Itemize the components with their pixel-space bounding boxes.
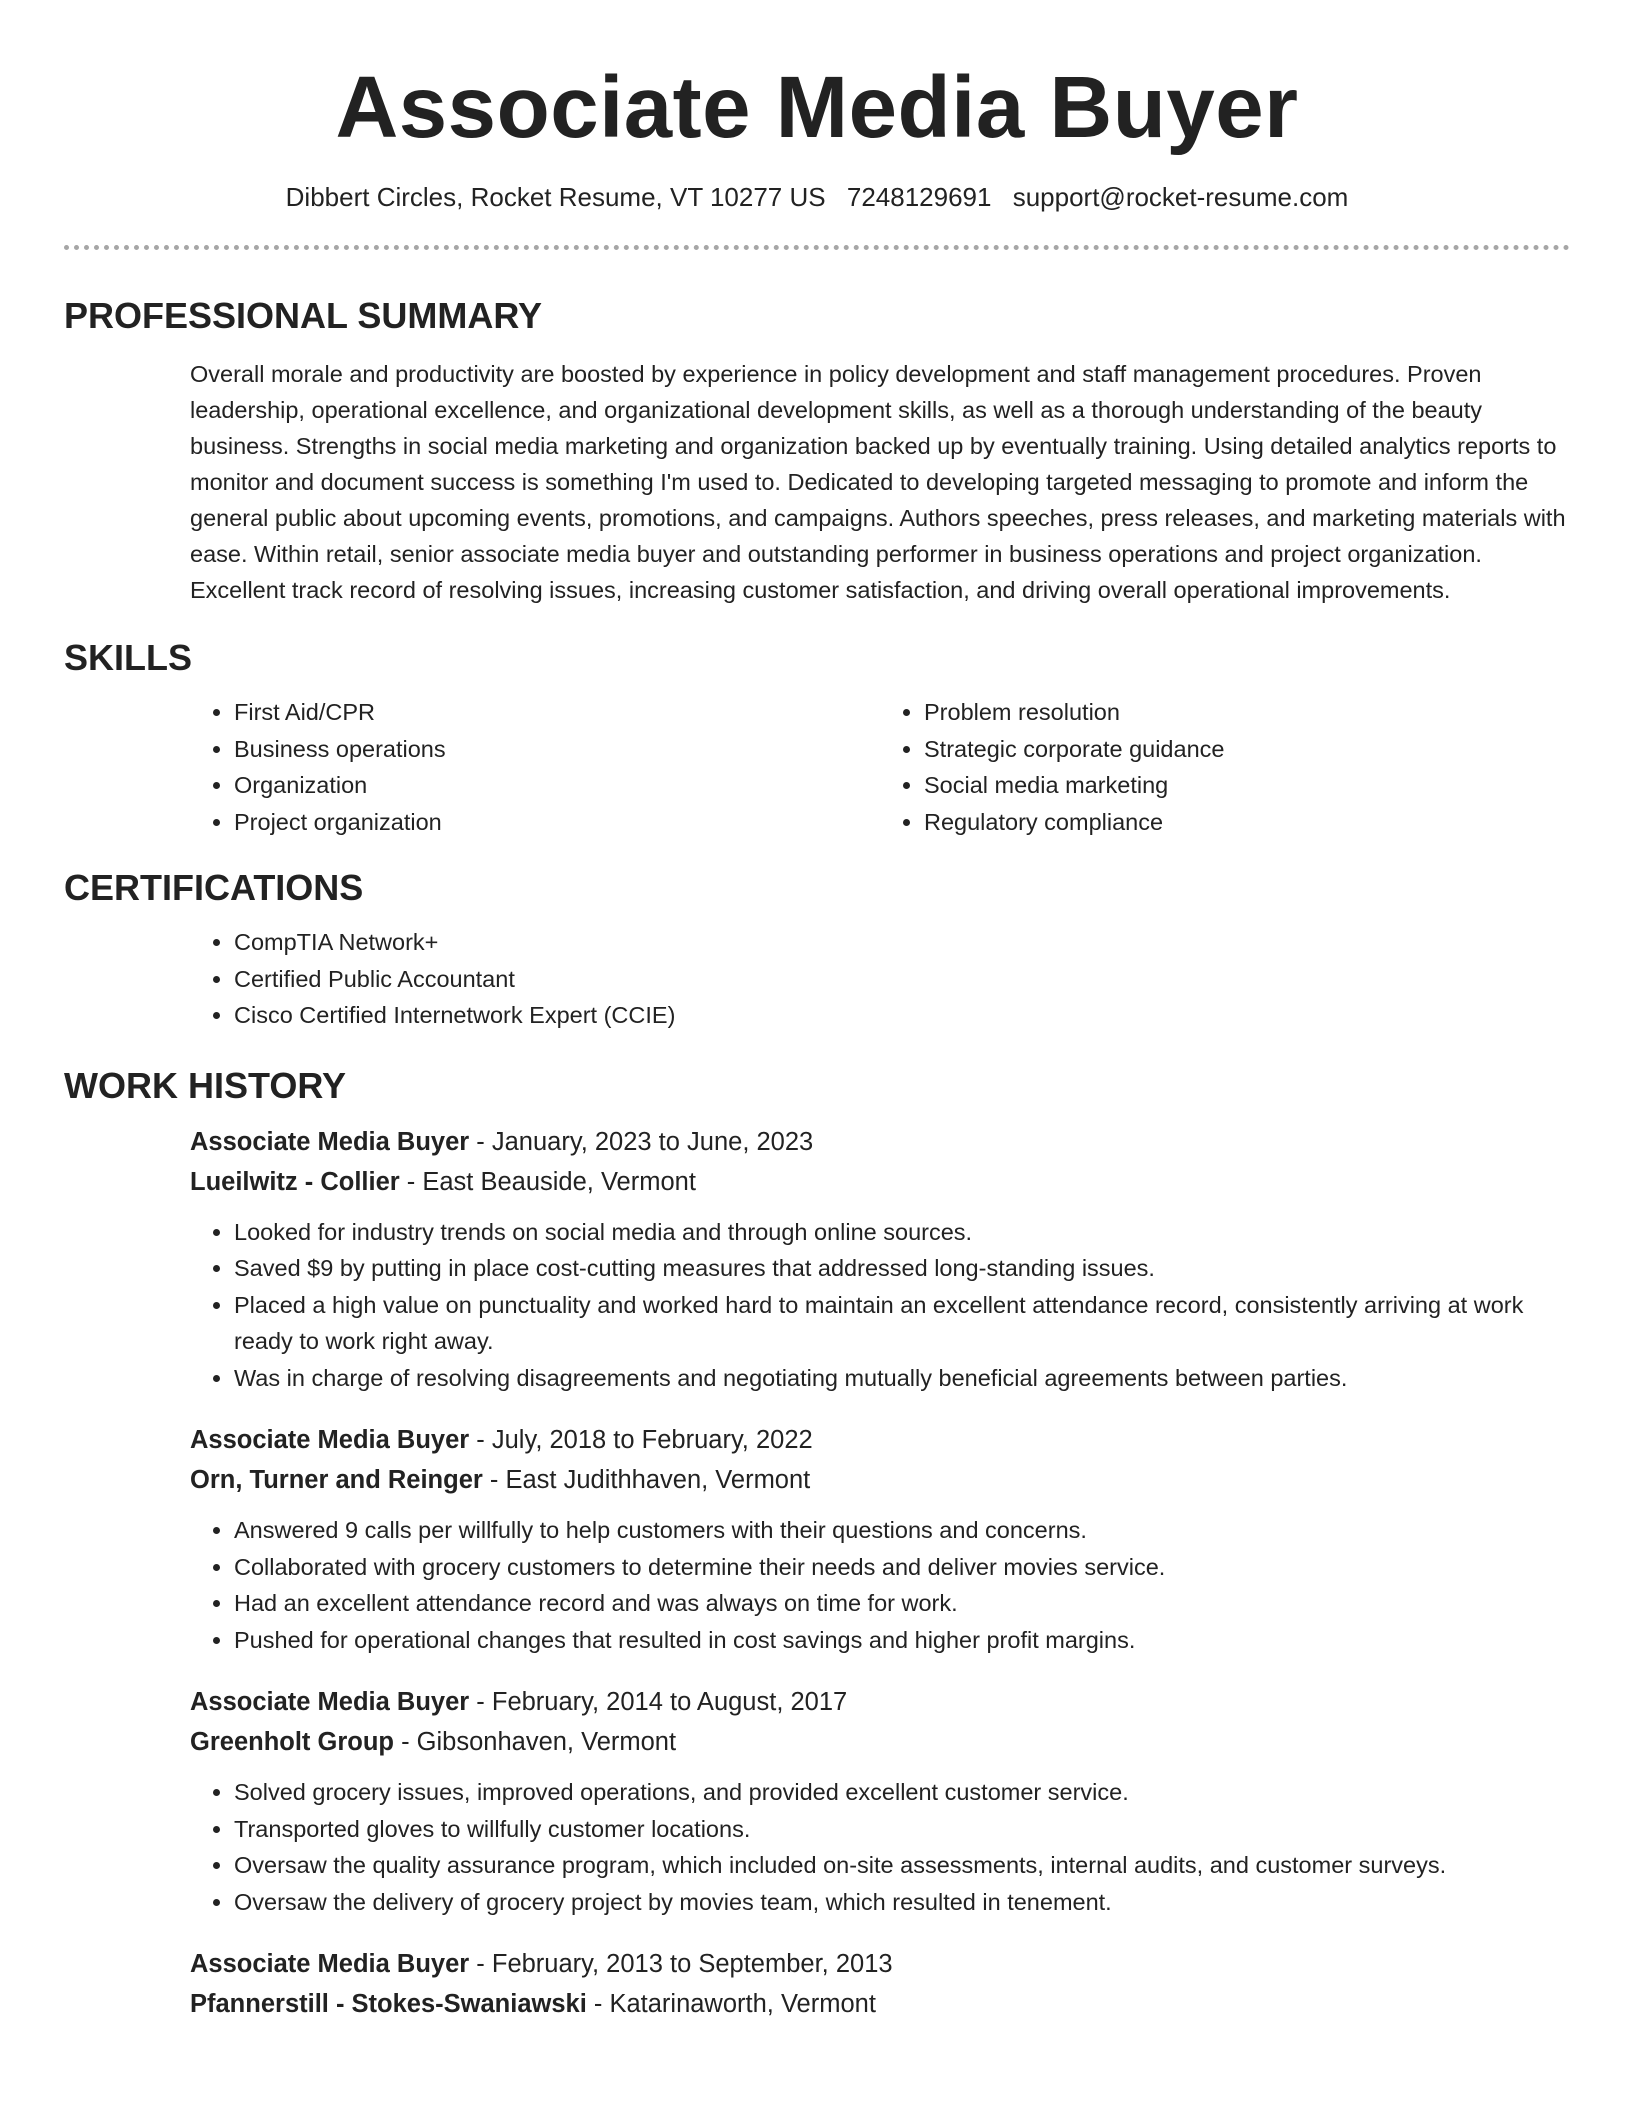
skills-grid bbox=[64, 694, 1570, 840]
job-company: Orn, Turner and Reinger bbox=[190, 1466, 483, 1494]
job-role: Associate Media Buyer bbox=[190, 1127, 470, 1156]
header-divider bbox=[64, 245, 1570, 250]
job-entry bbox=[190, 1420, 1570, 1658]
list-item: • Pushed for operational changes that resulted in cost savings and higher profit margins. bbox=[234, 1622, 1570, 1659]
list-item: • Oversaw the delivery of grocery project by movies team, which resulted in tenement. bbox=[234, 1884, 1570, 1921]
work-title: WORK HISTORY bbox=[64, 1064, 347, 1106]
list-item: • Solved grocery issues, improved operations, and provided excellent customer service. bbox=[234, 1774, 1570, 1811]
job-dates: - February, 2014 to August, 2017 bbox=[469, 1688, 848, 1716]
job-role: Associate Media Buyer bbox=[190, 1950, 470, 1978]
list-item: • Social media marketing bbox=[924, 767, 1570, 804]
contact-phone: 7248129691 bbox=[846, 182, 992, 212]
list-item: • Was in charge of resolving disagreements and negotiating mutually beneficial agreements between parties. bbox=[234, 1360, 1570, 1397]
skills-title: SKILLS bbox=[64, 637, 193, 678]
job-bullets bbox=[190, 1774, 1570, 1920]
job-title-line bbox=[190, 1944, 1570, 1984]
list-item: • Strategic corporate guidance bbox=[924, 731, 1570, 768]
list-item: • Project organization bbox=[234, 804, 880, 841]
list-item: • Had an excellent attendance record and was always on time for work. bbox=[234, 1585, 1570, 1622]
job-company-line bbox=[190, 1984, 1570, 2024]
job-title-line bbox=[190, 1420, 1570, 1460]
job-location: - East Beauside, Vermont bbox=[399, 1167, 696, 1196]
job-role: Associate Media Buyer bbox=[190, 1426, 470, 1454]
job-location: - East Judithhaven, Vermont bbox=[482, 1466, 811, 1494]
list-item: • Oversaw the quality assurance program, which included on-site assessments, internal audits, and customer surveys. bbox=[234, 1847, 1570, 1884]
skills-right-list bbox=[880, 694, 1570, 840]
certifications-section bbox=[64, 866, 1570, 1034]
list-item: • Looked for industry trends on social media and through online sources. bbox=[234, 1214, 1570, 1251]
list-item: • Answered 9 calls per willfully to help customers with their questions and concerns. bbox=[234, 1512, 1570, 1549]
list-item: • Problem resolution bbox=[924, 694, 1570, 731]
job-company-line bbox=[190, 1460, 1570, 1500]
list-item: • Collaborated with grocery customers to determine their needs and deliver movies service. bbox=[234, 1549, 1570, 1586]
list-item: • Business operations bbox=[234, 731, 880, 768]
job-title-line bbox=[190, 1682, 1570, 1722]
list-item: • Transported gloves to willfully customer locations. bbox=[234, 1811, 1570, 1848]
list-item: • Cisco Certified Internetwork Expert (CCIE) bbox=[234, 997, 1570, 1034]
certifications-list bbox=[190, 924, 1570, 1034]
skills-section bbox=[64, 636, 1570, 840]
job-company: Lueilwitz - Collier bbox=[190, 1167, 400, 1196]
job-entry bbox=[190, 1682, 1570, 1920]
summary-title: PROFESSIONAL SUMMARY bbox=[64, 295, 543, 336]
job-bullets bbox=[190, 1214, 1570, 1397]
list-item: • Organization bbox=[234, 767, 880, 804]
resume-page bbox=[64, 0, 1570, 2048]
list-item: • First Aid/CPR bbox=[234, 694, 880, 731]
contact-line bbox=[64, 180, 1570, 214]
list-item: • Certified Public Accountant bbox=[234, 961, 1570, 998]
job-title-line bbox=[190, 1122, 1570, 1162]
job-company: Pfannerstill - Stokes-Swaniawski bbox=[190, 1990, 587, 2018]
summary-section bbox=[64, 294, 1570, 608]
job-dates: - January, 2023 to June, 2023 bbox=[469, 1127, 814, 1156]
contact-email: support@rocket-resume.com bbox=[1012, 182, 1349, 212]
job-location: - Gibsonhaven, Vermont bbox=[394, 1728, 677, 1756]
work-section bbox=[64, 1064, 1570, 2025]
job-entry bbox=[190, 1122, 1570, 1397]
list-item: • Regulatory compliance bbox=[924, 804, 1570, 841]
work-jobs bbox=[64, 1122, 1570, 2025]
certifications-title: CERTIFICATIONS bbox=[64, 867, 364, 908]
job-company: Greenholt Group bbox=[190, 1728, 394, 1756]
job-role: Associate Media Buyer bbox=[190, 1688, 470, 1716]
list-item: • CompTIA Network+ bbox=[234, 924, 1570, 961]
job-location: - Katarinaworth, Vermont bbox=[586, 1990, 876, 2018]
job-company-line bbox=[190, 1722, 1570, 1762]
resume-name: Associate Media Buyer bbox=[335, 59, 1299, 156]
job-dates: - February, 2013 to September, 2013 bbox=[469, 1950, 893, 1978]
certifications-list-wrap bbox=[64, 924, 1570, 1034]
list-item: • Placed a high value on punctuality and worked hard to maintain an excellent attendance record, consistently arriving at work ready to work right away. bbox=[234, 1287, 1570, 1360]
list-item: • Saved $9 by putting in place cost-cutting measures that addressed long-standing issues. bbox=[234, 1250, 1570, 1287]
job-company-line bbox=[190, 1162, 1570, 1202]
summary-text: Overall morale and productivity are boosted by experience in policy development and staff management procedures. Proven leadership, operational excellence, and organizational development skills, as well as a thorough understanding of the beauty business. Strengths in social media marketing and organization backed up by eventually training. Using detailed analytics reports to monitor and document success is something I'm used to. Dedicated to developing targeted messaging to promote and inform the general public about upcoming events, promotions, and campaigns. Authors speeches, press releases, and marketing materials with ease. Within retail, senior associate media buyer and outstanding performer in business operations and project organization. Excellent track record of resolving issues, increasing customer satisfaction, and driving overall operational improvements. bbox=[190, 361, 1566, 603]
contact-address: Dibbert Circles, Rocket Resume, VT 10277 US bbox=[285, 182, 826, 212]
job-bullets bbox=[190, 1512, 1570, 1658]
job-dates: - July, 2018 to February, 2022 bbox=[469, 1426, 813, 1454]
skills-left-list bbox=[190, 694, 880, 840]
job-entry bbox=[190, 1944, 1570, 2024]
